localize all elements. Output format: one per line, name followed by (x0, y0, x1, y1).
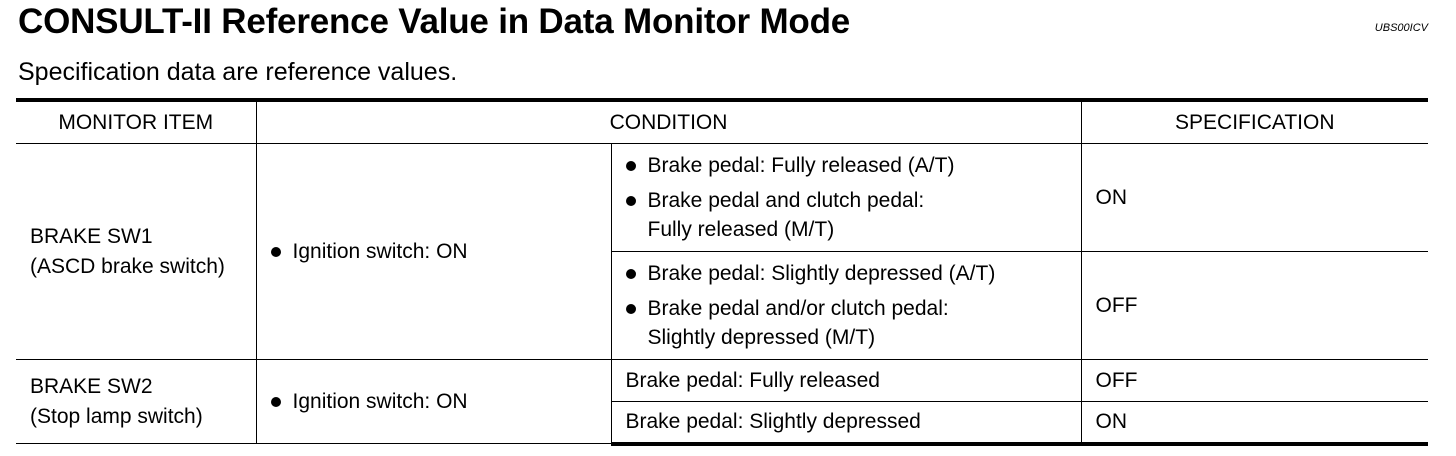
specification-value: ON (1081, 402, 1428, 444)
specification-value: ON (1081, 144, 1428, 252)
monitor-item-brake-sw2 (16, 360, 256, 444)
sub-condition-cell: Brake pedal: Slightly depressed (611, 402, 1081, 444)
bullet-icon (271, 247, 281, 257)
bullet-icon (271, 397, 281, 407)
bullet-icon (626, 304, 636, 314)
column-header-specification: SPECIFICATION (1081, 100, 1428, 144)
condition-bullet: Ignition switch: ON (271, 387, 597, 416)
monitor-item-description: (ASCD brake switch) (30, 254, 225, 278)
specification-value: OFF (1081, 252, 1428, 360)
sub-condition-cell (611, 252, 1081, 360)
condition-bullet: Brake pedal: Slightly depressed (A/T) (626, 259, 1067, 288)
sub-condition-cell: Brake pedal: Fully released (611, 360, 1081, 402)
bullet-icon (626, 269, 636, 279)
bullet-icon (626, 161, 636, 171)
page-title: CONSULT-II Reference Value in Data Monitor Mode (18, 2, 851, 41)
main-condition-cell (256, 360, 611, 444)
table-row (16, 144, 1428, 252)
document-code: UBS00ICV (1374, 22, 1428, 34)
condition-bullet: Brake pedal and/or clutch pedal: Slightly depressed (M/T) (626, 294, 1067, 352)
sub-condition-cell (611, 144, 1081, 252)
table-header-row (16, 100, 1428, 144)
column-header-condition: CONDITION (256, 100, 1081, 144)
column-header-monitor-item: MONITOR ITEM (16, 100, 256, 144)
condition-bullet: Brake pedal and clutch pedal: Fully released (M/T) (626, 186, 1067, 244)
monitor-item-brake-sw1 (16, 144, 256, 360)
monitor-item-description: (Stop lamp switch) (30, 404, 203, 428)
reference-value-table (16, 98, 1428, 446)
main-condition-cell (256, 144, 611, 360)
condition-bullet: Ignition switch: ON (271, 237, 597, 266)
bullet-icon (626, 196, 636, 206)
table-row (16, 360, 1428, 402)
page-subtitle: Specification data are reference values. (18, 58, 458, 86)
monitor-item-name: BRAKE SW1 (30, 224, 153, 248)
monitor-item-name: BRAKE SW2 (30, 374, 153, 398)
condition-bullet: Brake pedal: Fully released (A/T) (626, 151, 1067, 180)
specification-value: OFF (1081, 360, 1428, 402)
